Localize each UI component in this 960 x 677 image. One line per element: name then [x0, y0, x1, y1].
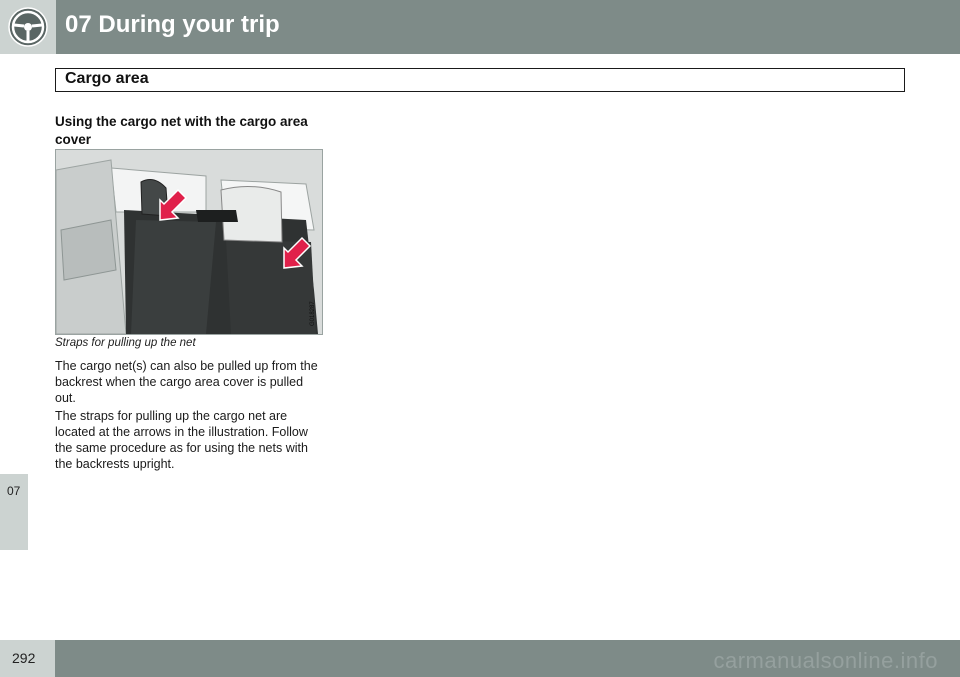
- page-number: 292: [12, 650, 36, 666]
- figure-code: G018287: [310, 301, 316, 326]
- watermark: carmanualsonline.info: [713, 648, 938, 673]
- chapter-side-tab: [0, 474, 28, 550]
- section-header: [55, 68, 905, 92]
- cargo-net-illustration: [55, 149, 323, 335]
- page-number-cell: [0, 640, 55, 677]
- figure-caption: Straps for pulling up the net: [55, 337, 196, 349]
- chapter-logo: [0, 0, 56, 54]
- side-tab-label: 07: [7, 484, 21, 498]
- subheading: Using the cargo net with the cargo area cover: [55, 114, 308, 147]
- chapter-title: 07 During your trip: [65, 11, 280, 38]
- paragraph-2: The straps for pulling up the cargo net are located at the arrows in the illustration. Follow the same procedure as for using the nets with the backrests upright.: [55, 409, 308, 471]
- paragraph-1: The cargo net(s) can also be pulled up from the backrest when the cargo area cover is pulled out.: [55, 359, 318, 405]
- steering-wheel-icon: [7, 6, 49, 48]
- section-title: Cargo area: [65, 70, 149, 87]
- content-column: [55, 113, 325, 149]
